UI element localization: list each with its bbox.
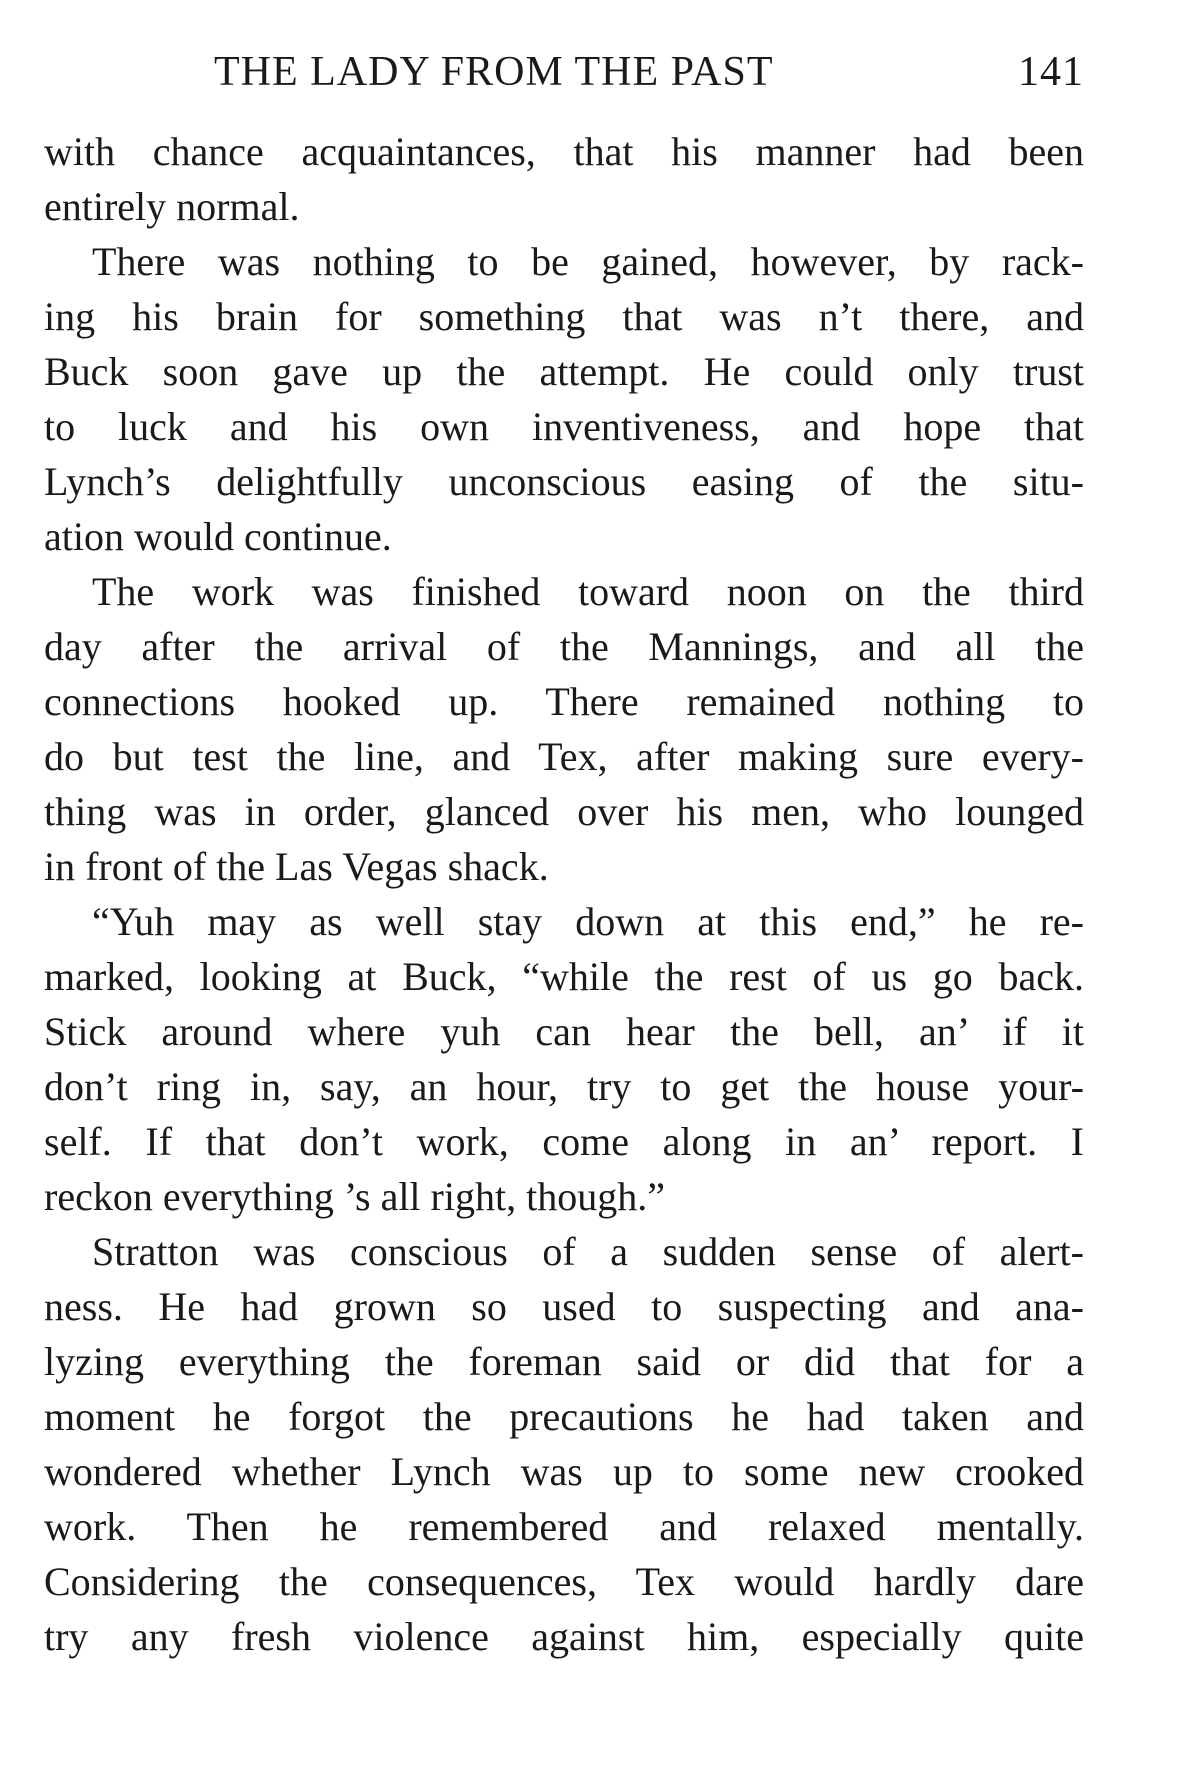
text-line: wondered whether Lynch was up to some new crooked	[44, 1449, 1084, 1494]
text-line: Lynch’s delightfully unconscious easing of the situ-	[44, 459, 1084, 504]
text-line: work. Then he remembered and relaxed mentally.	[44, 1504, 1084, 1549]
text-line: don’t ring in, say, an hour, try to get the house your-	[44, 1064, 1084, 1109]
text-line: Considering the consequences, Tex would hardly dare	[44, 1559, 1084, 1604]
paragraph-first-line: Stratton was conscious of a sudden sense of alert-	[92, 1229, 1084, 1274]
running-head	[44, 42, 1084, 102]
page-number: 141	[1018, 49, 1084, 95]
text-line: Stick around where yuh can hear the bell, an’ if it	[44, 1009, 1084, 1054]
text-line: entirely normal.	[44, 184, 300, 229]
text-line: do but test the line, and Tex, after making sure every-	[44, 734, 1084, 779]
text-line: lyzing everything the foreman said or did that for a	[44, 1339, 1084, 1384]
text-line: to luck and his own inventiveness, and hope that	[44, 404, 1084, 449]
paragraph-first-line: “Yuh may as well stay down at this end,” he re-	[92, 899, 1084, 944]
running-title: THE LADY FROM THE PAST	[214, 49, 774, 95]
text-line: ation would continue.	[44, 514, 392, 559]
text-line: ing his brain for something that was n’t there, and	[44, 294, 1084, 339]
body-text	[44, 124, 1084, 1664]
text-line: marked, looking at Buck, “while the rest of us go back.	[44, 954, 1084, 999]
paragraph-first-line: The work was finished toward noon on the third	[92, 569, 1084, 614]
text-line: with chance acquaintances, that his manner had been	[44, 129, 1084, 174]
text-line: connections hooked up. There remained nothing to	[44, 679, 1084, 724]
text-line: reckon everything ’s all right, though.”	[44, 1174, 665, 1219]
text-line: moment he forgot the precautions he had taken and	[44, 1394, 1084, 1439]
text-line: Buck soon gave up the attempt. He could only trust	[44, 349, 1084, 394]
text-line: thing was in order, glanced over his men, who lounged	[44, 789, 1084, 834]
text-line: ness. He had grown so used to suspecting and ana-	[44, 1284, 1084, 1329]
text-line: in front of the Las Vegas shack.	[44, 844, 549, 889]
text-line: try any fresh violence against him, especially quite	[44, 1614, 1084, 1659]
text-line: day after the arrival of the Mannings, and all the	[44, 624, 1084, 669]
paragraph-first-line: There was nothing to be gained, however, by rack-	[92, 239, 1084, 284]
text-line: self. If that don’t work, come along in an’ report. I	[44, 1119, 1084, 1164]
